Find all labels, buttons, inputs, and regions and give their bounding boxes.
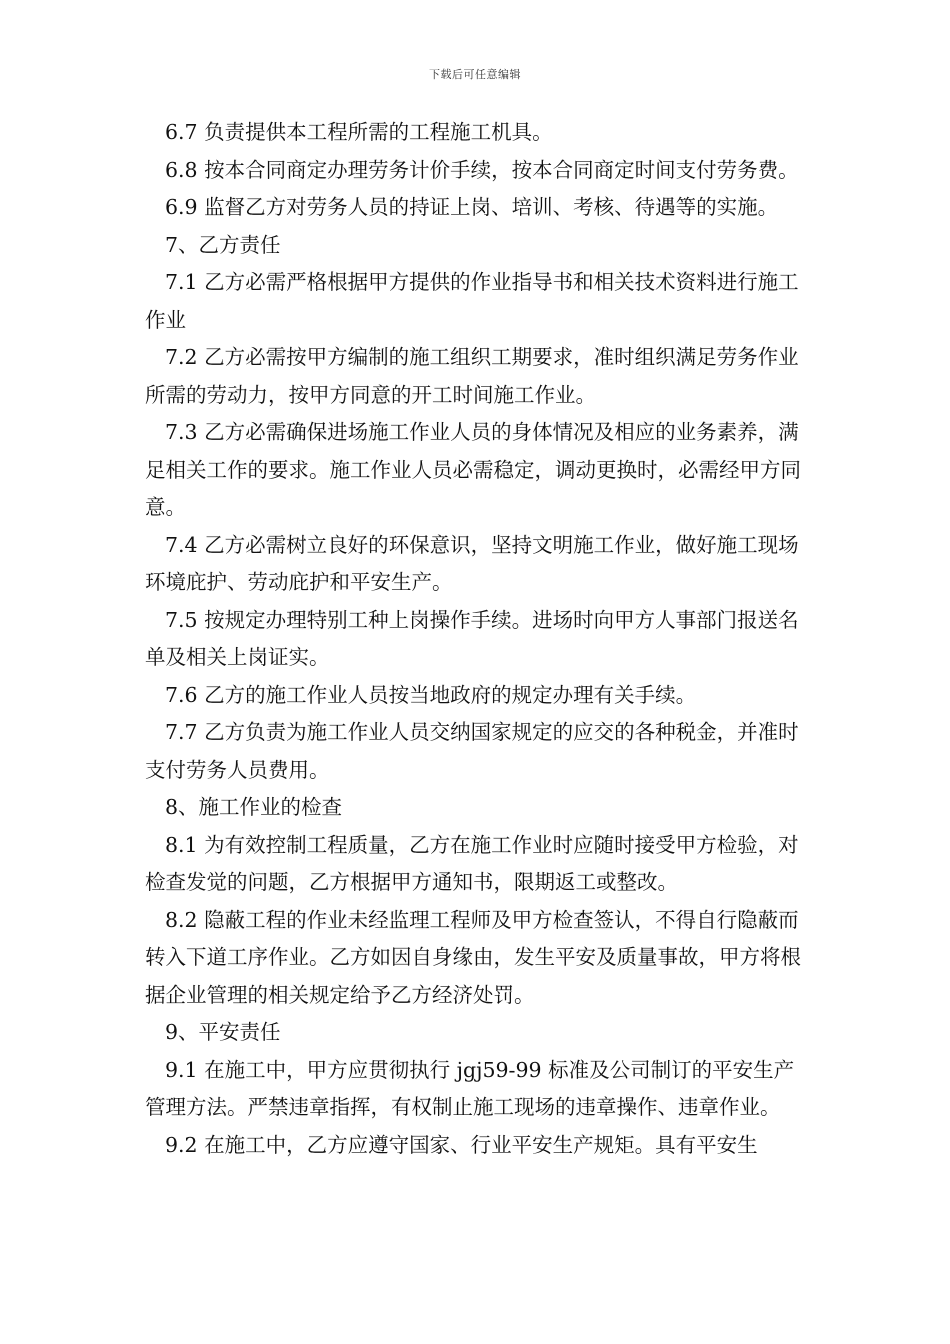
- paragraph: 7.5 按规定办理特别工种上岗操作手续。进场时向甲方人事部门报送名单及相关上岗证实。: [145, 607, 799, 669]
- section-heading: 7、乙方责任: [165, 232, 281, 257]
- paragraph: 8.2 隐蔽工程的作业未经监理工程师及甲方检查签认，不得自行隐蔽而转入下道工序作业。乙方如因自身缘由，发生平安及质量事故，甲方将根据企业管理的相关规定给予乙方经济处罚。: [145, 907, 801, 1007]
- paragraph: 7.7 乙方负责为施工作业人员交纳国家规定的应交的各种税金，并准时支付劳务人员费用。: [145, 720, 799, 782]
- paragraph: 9.1 在施工中，甲方应贯彻执行 jgj59-99 标准及公司制订的平安生产管理方法。严禁违章指挥，有权制止施工现场的违章操作、违章作业。: [145, 1057, 795, 1119]
- paragraph: 7.1 乙方必需严格根据甲方提供的作业指导书和相关技术资料进行施工作业: [145, 270, 799, 332]
- section-heading: 9、平安责任: [165, 1020, 281, 1044]
- paragraph: 9.2 在施工中，乙方应遵守国家、行业平安生产规矩。具有平安生: [165, 1132, 758, 1157]
- paragraph: 7.2 乙方必需按甲方编制的施工组织工期要求，准时组织满足劳务作业所需的劳动力，按甲方同意的开工时间施工作业。: [145, 345, 799, 407]
- paragraph: 6.7 负责提供本工程所需的工程施工机具。: [165, 120, 553, 144]
- paragraph: 6.8 按本合同商定办理劳务计价手续，按本合同商定时间支付劳务费。: [165, 157, 799, 182]
- page-header: 下载后可任意编辑: [429, 68, 521, 81]
- paragraph: 7.6 乙方的施工作业人员按当地政府的规定办理有关手续。: [165, 682, 697, 707]
- paragraph: 6.9 监督乙方对劳务人员的持证上岗、培训、考核、待遇等的实施。: [165, 195, 779, 219]
- paragraph: 7.4 乙方必需树立良好的环保意识，坚持文明施工作业，做好施工现场环境庇护、劳动庇护和平安生产。: [145, 532, 799, 594]
- paragraph: 7.3 乙方必需确保进场施工作业人员的身体情况及相应的业务素养，满足相关工作的要求。施工作业人员必需稳定，调动更换时，必需经甲方同意。: [145, 420, 801, 519]
- paragraph: 8.1 为有效控制工程质量，乙方在施工作业时应随时接受甲方检验，对检查发觉的问题，乙方根据甲方通知书，限期返工或整改。: [145, 832, 799, 894]
- document-body: [145, 114, 810, 1164]
- section-heading: 8、施工作业的检查: [165, 795, 343, 819]
